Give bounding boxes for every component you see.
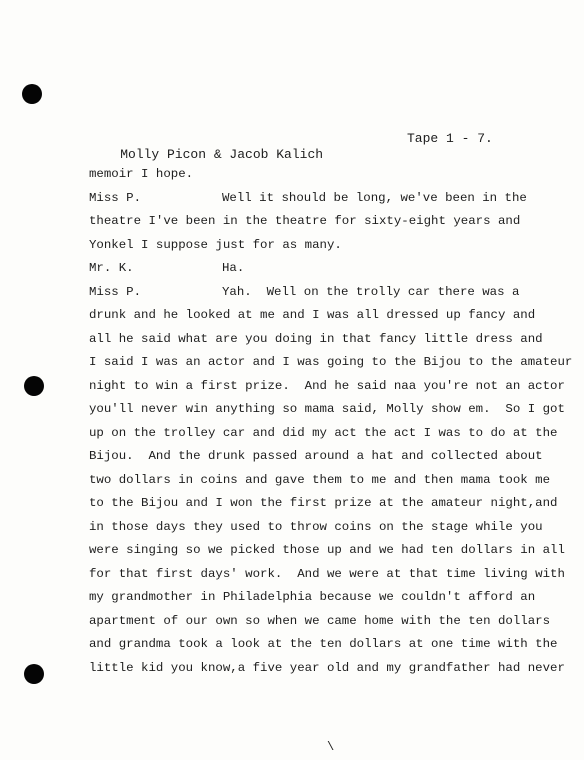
binder-hole-bottom bbox=[24, 664, 44, 684]
line-text: I said I was an actor and I was going to the Bijou to the amateur bbox=[89, 355, 573, 369]
line-text: were singing so we picked those up and we had ten dollars in all bbox=[89, 543, 565, 557]
binder-hole-top bbox=[22, 84, 42, 104]
line-text: two dollars in coins and gave them to me and then mama took me bbox=[89, 472, 551, 487]
line-text: to the Bijou and I won the first prize at the amateur night,and bbox=[89, 496, 558, 510]
transcript-line bbox=[89, 516, 559, 540]
speaker-label: Mr. K. bbox=[89, 261, 134, 275]
line-text: Yah. Well on the trolly car there was a bbox=[222, 284, 520, 299]
line-text: up on the trolley car and did my act the act I was to do at the bbox=[89, 425, 558, 440]
line-text: Yonkel I suppose just for as many. bbox=[89, 237, 342, 252]
transcript-body bbox=[89, 163, 573, 680]
line-text: and grandma took a look at the ten dollars at one time with the bbox=[89, 637, 558, 651]
speaker-label: Miss P. bbox=[89, 190, 142, 205]
transcript-line bbox=[89, 163, 559, 187]
line-text: little kid you know,a five year old and my grandfather had never bbox=[89, 660, 565, 675]
transcript-line bbox=[89, 398, 565, 422]
transcript-line bbox=[89, 210, 559, 234]
transcript-line bbox=[89, 422, 559, 446]
transcript-line bbox=[89, 304, 559, 328]
transcript-line bbox=[89, 492, 559, 516]
transcript-line bbox=[89, 563, 565, 587]
line-text: apartment of our own so when we came home with the ten dollars bbox=[89, 613, 551, 628]
transcript-line bbox=[89, 445, 559, 469]
binder-hole-middle bbox=[24, 376, 44, 396]
line-text: you'll never win anything so mama said, Molly show em. So I got bbox=[89, 402, 565, 416]
line-text: for that first days' work. And we were at that time living with bbox=[89, 566, 565, 581]
line-text: night to win a first prize. And he said naa you're not an actor bbox=[89, 378, 565, 393]
transcript-line bbox=[89, 469, 559, 493]
transcript-line bbox=[89, 539, 565, 563]
transcript-line bbox=[89, 610, 559, 634]
line-text: memoir I hope. bbox=[89, 167, 194, 181]
speaker-label: Miss P. bbox=[89, 284, 142, 299]
line-text: Well it should be long, we've been in the bbox=[222, 190, 527, 205]
line-text: drunk and he looked at me and I was all dressed up fancy and bbox=[89, 308, 536, 322]
transcript-line bbox=[89, 234, 559, 258]
transcript-line bbox=[89, 375, 565, 399]
line-text: Bijou. And the drunk passed around a hat and collected about bbox=[89, 449, 543, 463]
header-title: Molly Picon & Jacob Kalich bbox=[120, 147, 324, 162]
transcript-line bbox=[89, 187, 559, 211]
transcript-line bbox=[89, 633, 559, 657]
transcript-line bbox=[89, 281, 559, 305]
transcript-line bbox=[89, 586, 559, 610]
line-text: in those days they used to throw coins on the stage while you bbox=[89, 519, 543, 534]
tape-number: Tape 1 - 7. bbox=[407, 131, 493, 146]
transcript-line bbox=[89, 657, 565, 681]
line-text: theatre I've been in the theatre for sixty-eight years and bbox=[89, 214, 521, 228]
transcript-line bbox=[89, 351, 573, 375]
line-text: my grandmother in Philadelphia because we couldn't afford an bbox=[89, 590, 536, 604]
transcript-line bbox=[89, 257, 559, 281]
line-text: all he said what are you doing in that fancy little dress and bbox=[89, 331, 543, 346]
transcript-line bbox=[89, 328, 559, 352]
line-text: Ha. bbox=[222, 261, 245, 275]
stray-mark: \ bbox=[327, 740, 335, 754]
